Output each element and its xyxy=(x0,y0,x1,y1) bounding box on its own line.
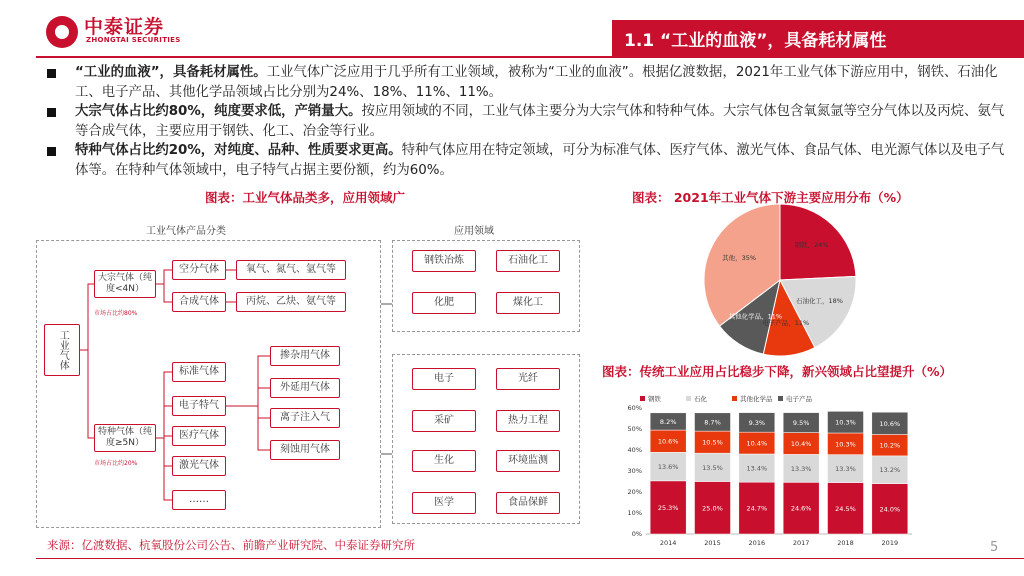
electronic-child-node: 离子注入气 xyxy=(270,408,340,428)
special-child-node: 电子特气 xyxy=(172,396,226,416)
x-tick-label: 2014 xyxy=(659,539,677,547)
y-tick-label: 20% xyxy=(627,488,642,496)
bar-data-label: 8.7% xyxy=(704,418,721,427)
legend-swatch xyxy=(778,396,783,401)
application-node: 生化 xyxy=(412,450,476,472)
bar-caption: 图表：传统工业应用占比稳步下降，新兴领域占比望提升（%） xyxy=(602,364,953,379)
application-node: 煤化工 xyxy=(496,292,560,314)
bar-data-label: 10.3% xyxy=(835,440,856,449)
application-node: 采矿 xyxy=(412,410,476,432)
bar-data-label: 25.3% xyxy=(657,503,679,512)
bar-data-label: 13.2% xyxy=(879,466,901,475)
special-gas-node: 特种气体（纯度≥5N） xyxy=(94,424,156,452)
bulk-gas-node: 大宗气体（纯度<4N） xyxy=(94,270,156,298)
y-tick-label: 40% xyxy=(627,446,642,454)
bar-data-label: 9.5% xyxy=(792,419,810,428)
bar-data-label: 10.3% xyxy=(835,418,856,427)
bar-data-label: 24.6% xyxy=(790,504,812,513)
bullet-square-icon xyxy=(47,69,56,78)
bullet-lead: 大宗气体占比约80%，纯度要求低，产销量大。 xyxy=(75,104,362,119)
pie-data-label: 其他，35% xyxy=(722,253,757,262)
x-tick-label: 2018 xyxy=(837,539,854,547)
application-node: 环境监测 xyxy=(496,450,560,472)
application-node: 电子 xyxy=(412,368,476,390)
bullet-lead: “工业的血液”，具备耗材属性。 xyxy=(75,65,267,80)
legend-label: 钢铁 xyxy=(648,395,661,403)
y-tick-label: 30% xyxy=(627,467,642,475)
special-child-node: 激光气体 xyxy=(172,456,226,476)
synthetic-gas-node: 合成气体 xyxy=(172,292,226,312)
air-separation-items: 氧气、氮气、氩气等 xyxy=(236,260,346,280)
bar-data-label: 9.3% xyxy=(748,418,766,427)
special-child-node: 标准气体 xyxy=(172,362,226,382)
bar-data-label: 24.0% xyxy=(879,505,901,514)
application-node: 化肥 xyxy=(412,292,476,314)
bullet-square-icon xyxy=(47,108,56,117)
application-node: 石油化工 xyxy=(496,250,560,272)
legend-swatch xyxy=(732,396,737,401)
legend-swatch xyxy=(686,396,691,401)
bar-data-label: 10.6% xyxy=(657,437,679,446)
root-node: 工业气体 xyxy=(44,324,80,376)
products-heading: 工业气体产品分类 xyxy=(146,226,226,237)
y-tick-label: 0% xyxy=(631,530,642,538)
bar-data-label: 13.3% xyxy=(835,465,856,474)
applications-heading: 应用领域 xyxy=(454,226,494,237)
diagram-caption: 图表：工业气体品类多，应用领域广 xyxy=(205,190,406,205)
header-divider xyxy=(36,56,1024,58)
pie-data-label: 石油化工，18% xyxy=(796,296,843,305)
pie-data-label: 其他化学品，11% xyxy=(728,312,783,321)
footer-divider xyxy=(36,558,1024,559)
bar-data-label: 10.5% xyxy=(702,438,723,447)
source-note: 来源：亿渡数据、杭氧股份公司公告、前瞻产业研究院、中泰证券研究所 xyxy=(47,538,415,552)
bar-data-label: 13.3% xyxy=(790,464,812,473)
bullet-item xyxy=(47,63,1007,102)
bullet-square-icon xyxy=(47,147,56,156)
pie-caption: 图表： 2021年工业气体下游主要应用分布（%） xyxy=(632,190,909,205)
pie-chart-svg xyxy=(700,200,860,360)
x-tick-label: 2015 xyxy=(704,539,721,547)
bullet-text: 特种气体应用在特定领域，可分为标准气体、医疗气体、激光气体、食品气体、电光源气体以及电子气体等。在特种气体领域中，电子特气占据主要份额，约为60%。 xyxy=(75,143,1005,178)
electronic-child-node: 掺杂用气体 xyxy=(270,346,340,366)
y-tick-label: 60% xyxy=(627,404,642,412)
bar-data-label: 24.7% xyxy=(746,504,768,513)
y-tick-label: 50% xyxy=(627,425,642,433)
bar-data-label: 13.6% xyxy=(657,463,679,472)
bar-data-label: 10.2% xyxy=(879,441,901,450)
bullet-item xyxy=(47,102,1007,141)
pie-data-label: 钢铁，24% xyxy=(794,240,829,249)
bar-data-label: 24.5% xyxy=(835,504,856,513)
bar-data-label: 13.5% xyxy=(702,463,723,472)
special-child-node: 医疗气体 xyxy=(172,426,226,446)
application-node: 医学 xyxy=(412,492,476,514)
synthetic-gas-items: 丙烷、乙炔、氨气等 xyxy=(236,292,346,312)
bar-data-label: 8.2% xyxy=(659,417,677,426)
slide-title-bar xyxy=(612,20,1024,56)
x-tick-label: 2019 xyxy=(881,539,899,547)
company-logo xyxy=(46,16,78,48)
application-node: 钢铁冶炼 xyxy=(412,250,476,272)
y-tick-label: 10% xyxy=(627,509,642,517)
special-child-node: …… xyxy=(172,490,226,510)
air-separation-node: 空分气体 xyxy=(172,260,226,280)
company-name-cn: 中泰证券 xyxy=(84,16,165,38)
special-share-note: 市场占比约20% xyxy=(94,460,138,467)
pie-chart xyxy=(700,200,860,364)
slide-title: 1.1 “工业的血液”，具备耗材属性 xyxy=(624,31,887,51)
page-number: 5 xyxy=(990,540,999,555)
x-tick-label: 2016 xyxy=(748,539,766,547)
electronic-child-node: 刻蚀用气体 xyxy=(270,440,340,460)
bar-data-label: 25.0% xyxy=(702,504,723,513)
x-tick-label: 2017 xyxy=(792,539,810,547)
legend-label: 电子产品 xyxy=(786,395,812,403)
application-node: 食品保鲜 xyxy=(496,492,560,514)
legend-swatch xyxy=(640,396,645,401)
bullet-text: 按应用领域的不同，工业气体主要分为大宗气体和特种气体。大宗气体包含氧氮氩等空分气体以及丙烷、氨气等合成气体，主要应用于钢铁、化工、冶金等行业。 xyxy=(75,104,1005,139)
bar-chart-svg xyxy=(620,394,920,554)
electronic-child-node: 外延用气体 xyxy=(270,378,340,398)
gas-classification-diagram xyxy=(36,222,588,528)
legend-label: 石化 xyxy=(694,395,707,403)
application-node: 光纤 xyxy=(496,368,560,390)
application-node: 热力工程 xyxy=(496,410,560,432)
bar-data-label: 10.6% xyxy=(879,419,901,428)
stacked-bar-chart xyxy=(620,394,920,558)
bullet-list xyxy=(47,63,1007,180)
bullet-lead: 特种气体占比约20%，对纯度、品种、性质要求更高。 xyxy=(75,143,402,158)
bullet-item xyxy=(47,141,1007,180)
bar-data-label: 10.4% xyxy=(746,439,768,448)
pie-data-label: 电子产品，11% xyxy=(762,319,810,328)
bar-data-label: 10.4% xyxy=(790,439,812,448)
bullet-text: 工业气体广泛应用于几乎所有工业领域，被称为“工业的血液”。根据亿渡数据，2021年工业气体下游应用中，钢铁、石油化工、电子产品、其他化学品领域占比分别为24%、18%、11%、11%。 xyxy=(75,65,998,100)
bar-data-label: 13.4% xyxy=(746,464,768,473)
legend-label: 其他化学品 xyxy=(740,395,773,403)
bulk-share-note: 市场占比约80% xyxy=(94,310,138,317)
company-name-en: ZHONGTAI SECURITIES xyxy=(86,36,181,44)
